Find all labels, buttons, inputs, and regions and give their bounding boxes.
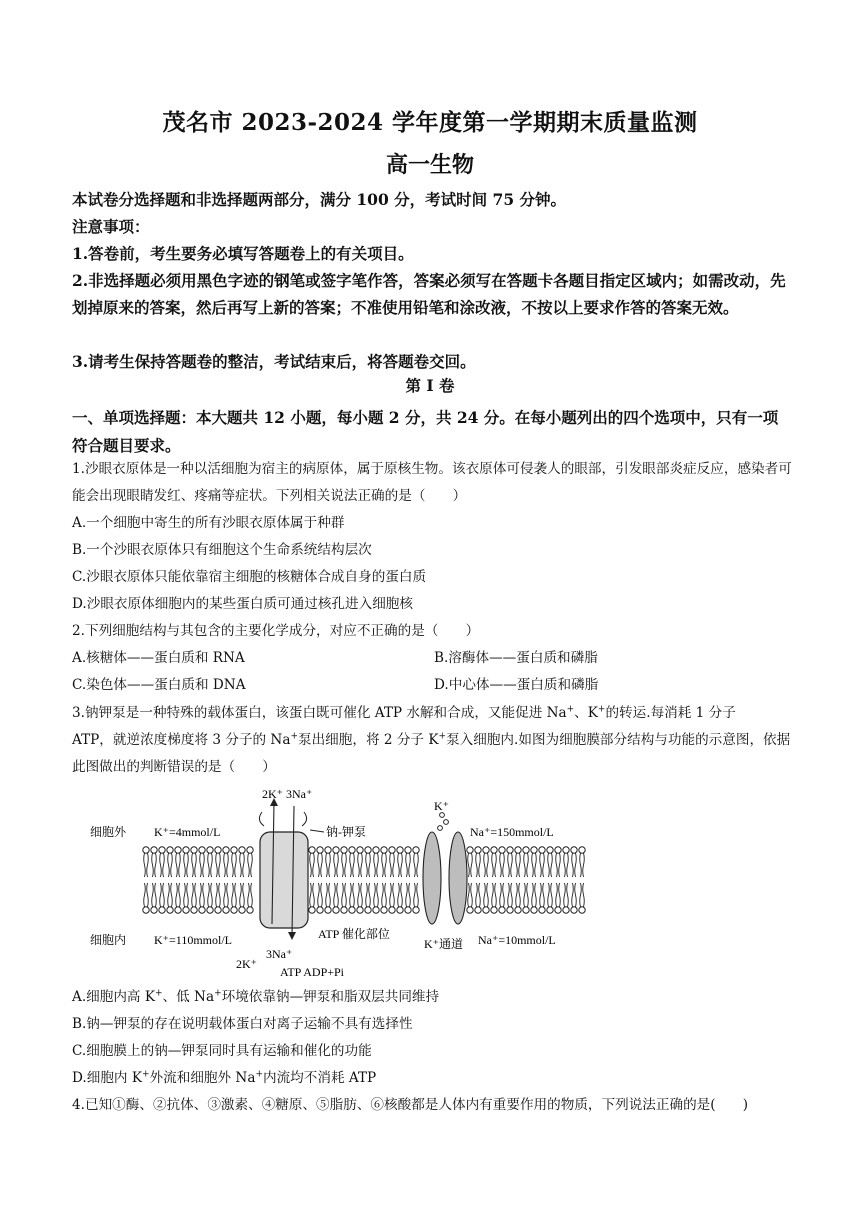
membrane-figure (84, 786, 604, 986)
q1-stem: 1.沙眼衣原体是一种以活细胞为宿主的病原体，属于原核生物。该衣原体可侵袭人的眼部，引发眼部炎症反应，感染者可能会出现眼睛发红、疼痛等症状。下列相关说法正确的是（ ） (72, 461, 792, 504)
lipid-bilayer-segment (143, 847, 253, 913)
fig-k-inside: K⁺=110mmol/L (154, 933, 232, 947)
q4-stem: 4.已知①酶、②抗体、③激素、④糖原、⑤脂肪、⑥核酸都是人体内有重要作用的物质，下列说法正确的是( ) (72, 1097, 749, 1113)
fig-k-ion: K⁺ (434, 799, 449, 813)
q2-option-c: C.染色体——蛋白质和 DNA (72, 677, 246, 693)
q2-option-row-1 (72, 645, 796, 672)
q2-option-row-2 (72, 672, 796, 699)
fig-k-outside: K⁺=4mmol/L (154, 825, 221, 839)
q2-stem: 2.下列细胞结构与其包含的主要化学成分，对应不正确的是（ ） (72, 623, 480, 639)
q1-option-c: C.沙眼衣原体只能依靠宿主细胞的核糖体合成自身的蛋白质 (72, 569, 427, 585)
q3-stem: 3.钠钾泵是一种特殊的载体蛋白，该蛋白既可催化 ATP 水解和合成，又能促进 Na+、K+的转运.每消耗 1 分子 ATP，就逆浓度梯度将 3 分子的 Na+泵出细胞，将 2 分子 K+泵入细胞内.如图为细胞膜部分结构与功能的示意图，依据此图做出的判断错误的是（ ） (72, 704, 791, 775)
fig-atp-site: ATP 催化部位 (318, 927, 390, 941)
fig-na-inside: Na⁺=10mmol/L (478, 933, 556, 947)
intro-text: 本试卷分选择题和非选择题两部分，满分 100 分，考试时间 75 分钟。 (72, 190, 567, 209)
q1-option-a: A.一个细胞中寄生的所有沙眼衣原体属于种群 (72, 515, 345, 531)
q3-option-c: C.细胞膜上的钠—钾泵同时具有运输和催化的功能 (72, 1043, 372, 1059)
note-1: 1.答卷前，考生要务必填写答题卷上的有关项目。 (72, 244, 414, 263)
sodium-potassium-pump (260, 832, 308, 928)
exam-title: 茂名市 2023-2024 学年度第一学期期末质量监测 (162, 109, 698, 136)
q2-option-b: B.溶酶体——蛋白质和磷脂 (434, 650, 598, 666)
notes-heading: 注意事项： (72, 217, 150, 236)
fig-top-ions: 2K⁺ 3Na⁺ (262, 787, 313, 801)
lipid-bilayer-segment (309, 847, 419, 913)
potassium-channel-left (423, 832, 441, 924)
fig-pump-label: 钠-钾泵 (326, 825, 366, 839)
q2-option-a: A.核糖体——蛋白质和 RNA (72, 650, 245, 666)
note-3: 3.请考生保持答题卷的整洁，考试结束后，将答题卷交回。 (72, 352, 476, 371)
note-2: 2.非选择题必须用黑色字迹的钢笔或签字笔作答，答案必须写在答题卡各题目指定区域内；如需改动，先划掉原来的答案，然后再写上新的答案；不准使用铅笔和涂改液，不按以上要求作答的答案无效。 (72, 271, 786, 317)
fig-atp-reaction: ATP ADP+Pi (280, 965, 345, 979)
q3-option-a: A.细胞内高 K+、低 Na+环境依靠钠—钾泵和脂双层共同维持 (72, 988, 440, 1005)
potassium-channel-right (449, 832, 467, 924)
fig-na-outside: Na⁺=150mmol/L (470, 825, 554, 839)
q1-option-d: D.沙眼衣原体细胞内的某些蛋白质可通过核孔进入细胞核 (72, 596, 413, 612)
q1-option-b: B.一个沙眼衣原体只有细胞这个生命系统结构层次 (72, 542, 372, 558)
section-heading: 一、单项选择题：本大题共 12 小题，每小题 2 分，共 24 分。在每小题列出的四个选项中，只有一项符合题目要求。 (72, 408, 779, 455)
fig-k-channel-label: K⁺通道 (424, 937, 464, 951)
volume-heading: 第 Ⅰ 卷 (405, 376, 455, 395)
fig-label-outside: 细胞外 (90, 825, 127, 839)
lipid-bilayer-segment (467, 847, 585, 913)
fig-bottom-k: 2K⁺ (236, 957, 257, 971)
fig-label-inside: 细胞内 (90, 933, 127, 947)
q2-option-d: D.中心体——蛋白质和磷脂 (434, 677, 599, 693)
q3-option-b: B.钠—钾泵的存在说明载体蛋白对离子运输不具有选择性 (72, 1016, 413, 1032)
exam-subject: 高一生物 (385, 152, 474, 178)
fig-bottom-na: 3Na⁺ (266, 947, 293, 961)
q3-option-d: D.细胞内 K+外流和细胞外 Na+内流均不消耗 ATP (72, 1069, 377, 1086)
